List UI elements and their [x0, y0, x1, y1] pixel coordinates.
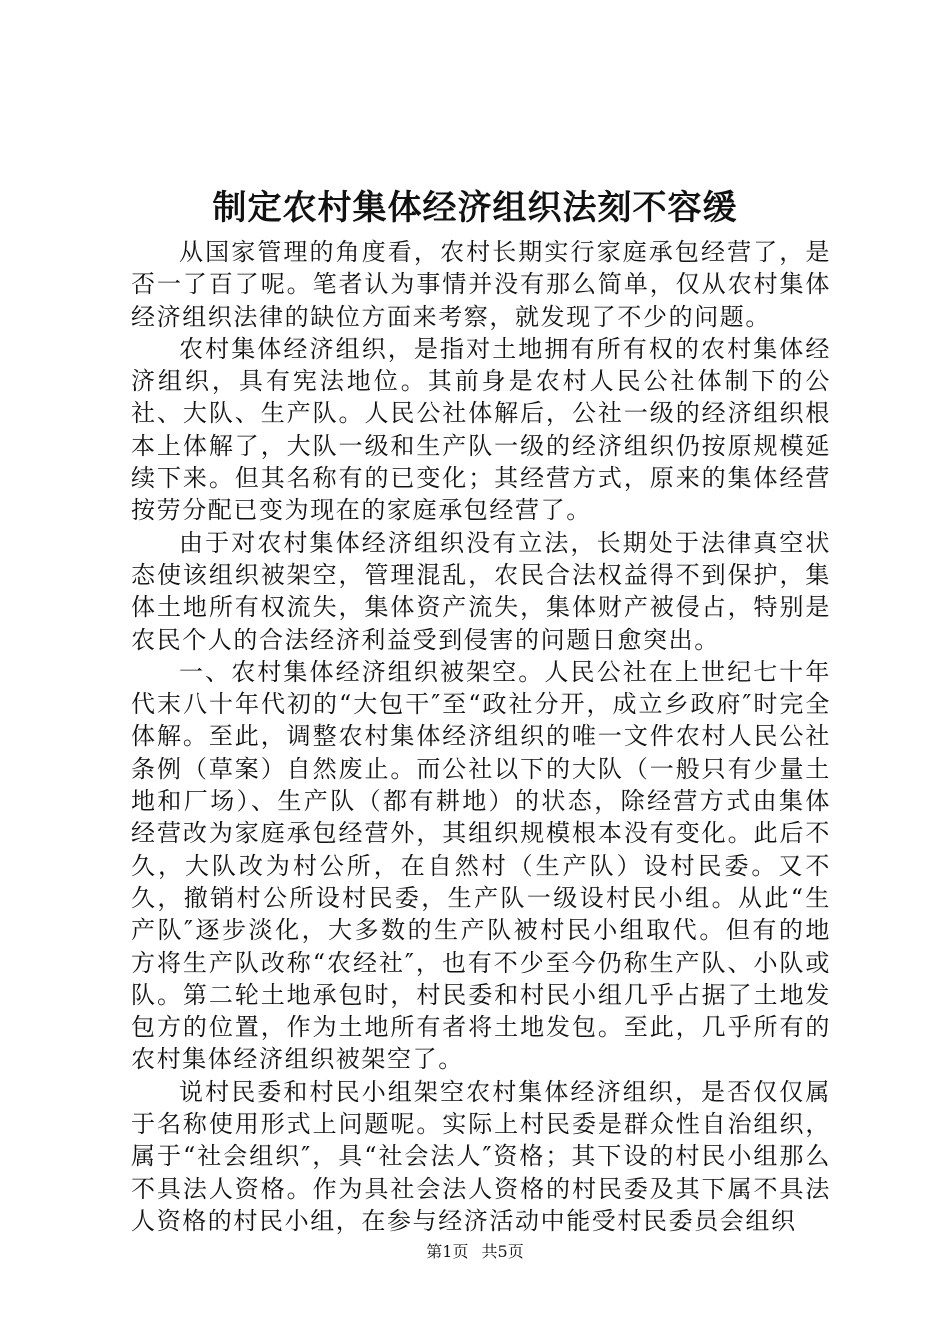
document-title: 制定农村集体经济组织法刻不容缓	[212, 188, 738, 228]
paragraph: 说村民委和村民小组架空农村集体经济组织，是否仅仅属于名称使用形式上问题呢。实际上村民委是群众性自治组织，属于“社会组织″，具“社会法人″资格；其下设的村民小组那么不具法人资格。作为具社会法人资格的村民委及其下属不具法人资格的村民小组，在参与经济活动中能受村民委员会组织	[131, 1077, 831, 1235]
paragraph: 农村集体经济组织，是指对土地拥有所有权的农村集体经济组织，具有宪法地位。其前身是农村人民公社体制下的公社、大队、生产队。人民公社体解后，公社一级的经济组织根本上体解了，大队一级和生产队一级的经济组织仍按原规模延续下来。但其名称有的已变化；其经营方式，原来的集体经营按劳分配已变为现在的家庭承包经营了。	[131, 334, 831, 525]
paragraph: 从国家管理的角度看，农村长期实行家庭承包经营了，是否一了百了呢。笔者认为事情并没有那么简单，仅从农村集体经济组织法律的缺位方面来考察，就发现了不少的问题。	[131, 238, 831, 331]
paragraph: 一、农村集体经济组织被架空。人民公社在上世纪七十年代末八十年代初的“大包干″至“政社分开，成立乡政府″时完全体解。至此，调整农村集体经济组织的唯一文件农村人民公社条例（草案）自然废止。而公社以下的大队（一般只有少量土地和厂场）、生产队（都有耕地）的状态，除经营方式由集体经营改为家庭承包经营外，其组织规模根本没有变化。此后不久，大队改为村公所，在自然村（生产队）设村民委。又不久，撤销村公所设村民委，生产队一级设村民小组。从此“生产队″逐步淡化，大多数的生产队被村民小组取代。但有的地方将生产队改称“农经社″，也有不少至今仍称生产队、小队或队。第二轮土地承包时，村民委和村民小组几乎占据了土地发包方的位置，作为土地所有者将土地发包。至此，几乎所有的农村集体经济组织被架空了。	[131, 657, 831, 1074]
paragraph: 由于对农村集体经济组织没有立法，长期处于法律真空状态使该组织被架空，管理混乱，农民合法权益得不到保护，集体土地所有权流失，集体资产流失，集体财产被侵占，特别是农民个人的合法经济利益受到侵害的问题日愈突出。	[131, 528, 831, 654]
page-footer	[0, 1240, 950, 1264]
page-number: 第1页	[426, 1242, 469, 1261]
document-body	[131, 236, 831, 1237]
page-total: 共5页	[481, 1242, 524, 1261]
